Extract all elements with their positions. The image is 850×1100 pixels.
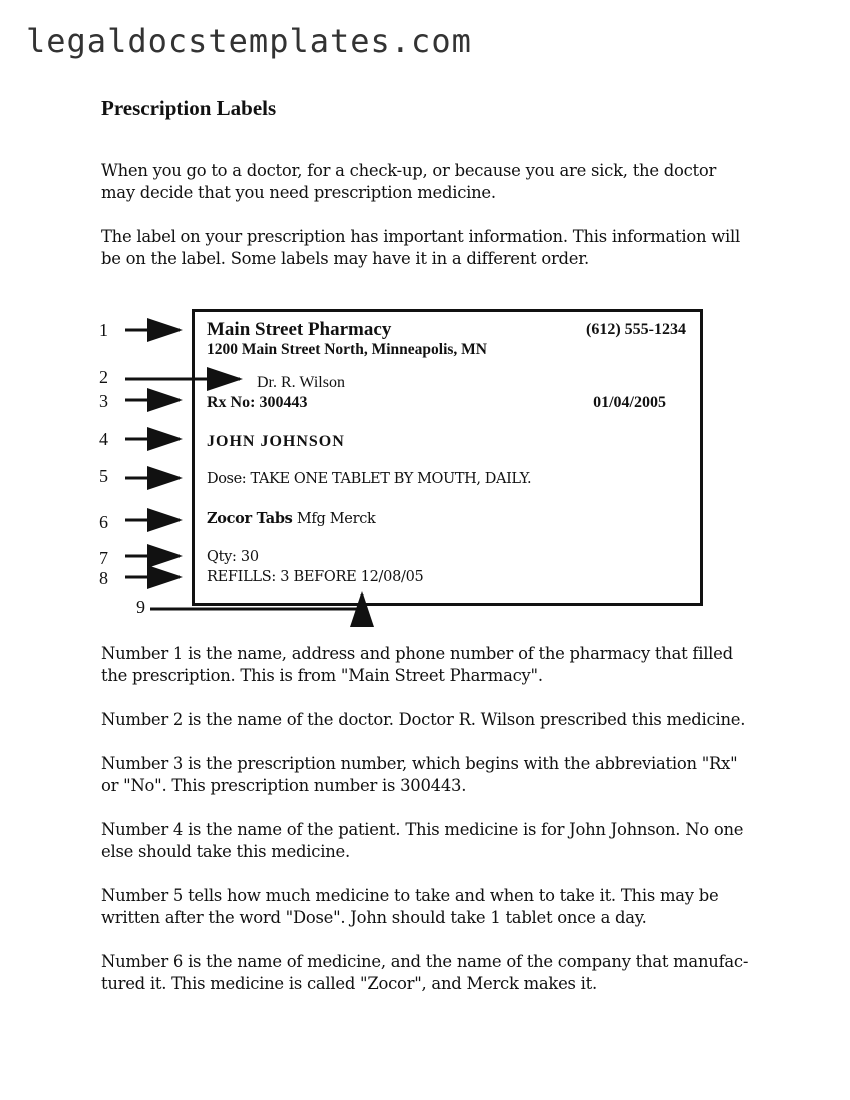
explanation-6 — [101, 951, 761, 995]
drug-line — [207, 510, 376, 527]
explanation-5 — [101, 885, 761, 929]
pharmacy-name: Main Street Pharmacy — [207, 319, 392, 340]
text-line: the prescription. This is from "Main Street Pharmacy". — [101, 666, 543, 685]
text-line: written after the word "Dose". John should take 1 tablet once a day. — [101, 908, 647, 927]
callout-number-1: 1 — [99, 320, 108, 340]
rx-number: Rx No: 300443 — [207, 394, 308, 411]
callout-number-2: 2 — [99, 367, 108, 387]
quantity: Qty: 30 — [207, 549, 259, 565]
refills: REFILLS: 3 BEFORE 12/08/05 — [207, 569, 424, 585]
callout-number-5: 5 — [99, 466, 108, 486]
text-line: Number 6 is the name of medicine, and the name of the company that manufac- — [101, 952, 749, 971]
pharmacy-phone: (612) 555-1234 — [586, 321, 686, 338]
callout-number-6: 6 — [99, 512, 108, 532]
text-line: or "No". This prescription number is 300443. — [101, 776, 467, 795]
text-line: When you go to a doctor, for a check-up, or because you are sick, the doctor — [101, 161, 717, 180]
callout-number-4: 4 — [99, 429, 108, 449]
text-line: Number 5 tells how much medicine to take and when to take it. This may be — [101, 886, 719, 905]
text-line: else should take this medicine. — [101, 842, 350, 861]
callout-number-3: 3 — [99, 391, 108, 411]
manufacturer: Mfg Merck — [292, 511, 376, 527]
prescription-label — [192, 309, 703, 606]
callout-number-9: 9 — [136, 597, 145, 617]
explanation-4 — [101, 819, 761, 863]
pharmacy-address: 1200 Main Street North, Minneapolis, MN — [207, 341, 487, 358]
doctor-name: Dr. R. Wilson — [257, 374, 345, 391]
explanation-3 — [101, 753, 761, 797]
explanation-1 — [101, 643, 761, 687]
explanation-2 — [101, 709, 761, 731]
text-line: Number 2 is the name of the doctor. Doctor R. Wilson prescribed this medicine. — [101, 710, 746, 729]
drug-name: Zocor Tabs — [207, 510, 293, 527]
text-line: may decide that you need prescription medicine. — [101, 183, 496, 202]
text-line: Number 1 is the name, address and phone number of the pharmacy that filled — [101, 644, 733, 663]
text-line: The label on your prescription has important information. This information will — [101, 227, 740, 246]
text-line: Number 4 is the name of the patient. This medicine is for John Johnson. No one — [101, 820, 744, 839]
page-title: Prescription Labels — [101, 96, 277, 120]
callout-number-7: 7 — [99, 548, 108, 568]
site-header: legaldocstemplates.com — [26, 22, 472, 60]
text-line: Number 3 is the prescription number, which begins with the abbreviation "Rx" — [101, 754, 738, 773]
dose-instructions: Dose: TAKE ONE TABLET BY MOUTH, DAILY. — [207, 471, 532, 487]
text-line: tured it. This medicine is called "Zocor", and Merck makes it. — [101, 974, 597, 993]
patient-name: JOHN JOHNSON — [207, 433, 345, 450]
callout-number-8: 8 — [99, 568, 108, 588]
text-line: be on the label. Some labels may have it in a different order. — [101, 249, 589, 268]
rx-date: 01/04/2005 — [593, 394, 666, 411]
